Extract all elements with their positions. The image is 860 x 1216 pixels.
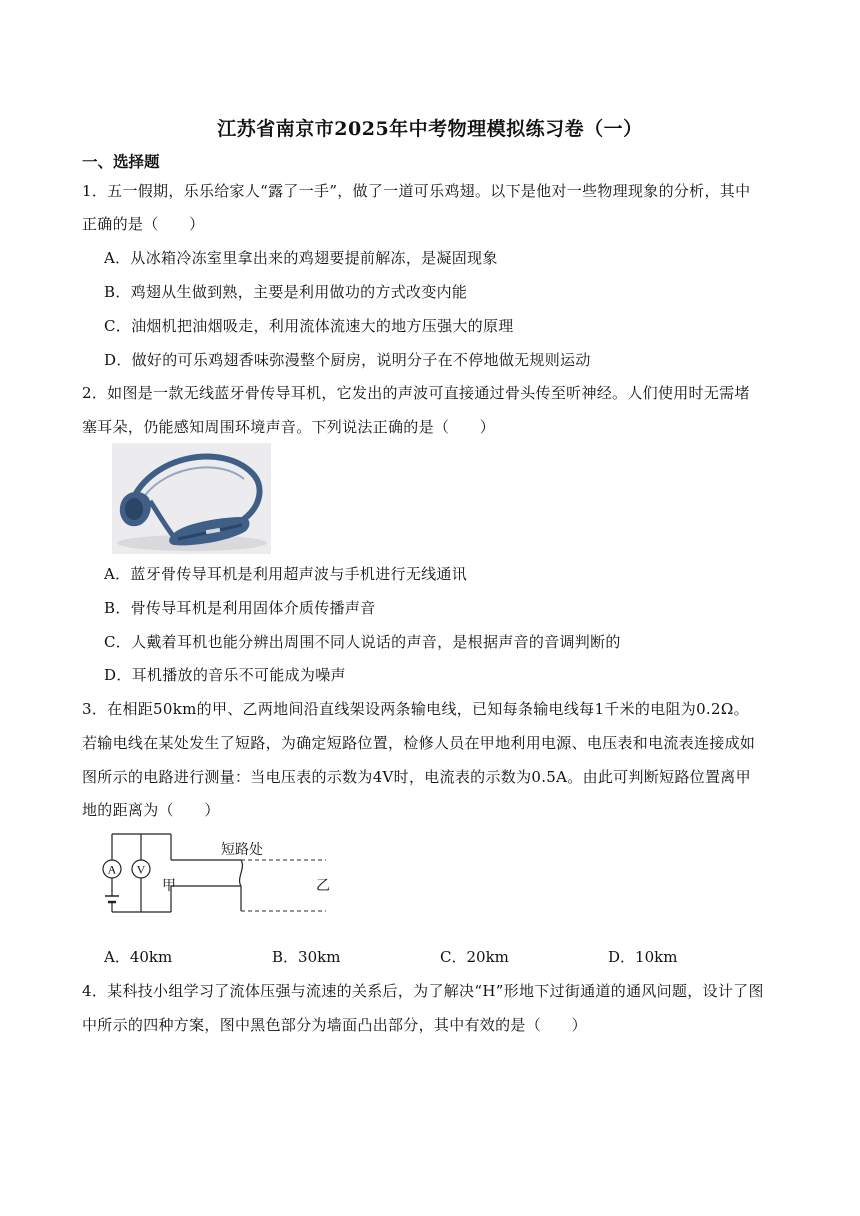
q3-option-b: B．30km (272, 948, 341, 966)
ammeter-icon (103, 860, 121, 878)
q3-stem-line1: 3．在相距50km的甲、乙两地间沿直线架设两条输电线，已知每条输电线每1千米的电阻为0.2Ω。 (82, 700, 749, 718)
q2-option-a: A．蓝牙骨传导耳机是利用超声波与手机进行无线通讯 (104, 565, 468, 583)
q3-stem-line2: 若输电线在某处发生了短路，为确定短路位置，检修人员在甲地利用电源、电压表和电流表连接成如 (82, 734, 756, 752)
q2-stem-line1: 2．如图是一款无线蓝牙骨传导耳机，它发出的声波可直接通过骨头传至听神经。人们使用时无需堵 (82, 384, 750, 402)
q1-stem-line2: 正确的是（ ） (82, 215, 205, 233)
location-jia-label: 甲 (162, 878, 176, 894)
q2-stem-line2: 塞耳朵，仍能感知周围环境声音。下列说法正确的是（ ） (82, 418, 496, 436)
page-title: 江苏省南京市2025年中考物理模拟练习卷（一） (217, 118, 643, 140)
voltmeter-icon (132, 860, 150, 878)
location-yi-label: 乙 (316, 878, 330, 894)
q3-stem-line4: 地的距离为（ ） (82, 801, 220, 819)
q1-option-b: B．鸡翅从生做到熟，主要是利用做功的方式改变内能 (104, 283, 468, 301)
q2-option-d: D．耳机播放的音乐不可能成为噪声 (104, 666, 346, 684)
q3-option-a: A．40km (104, 948, 173, 966)
q4-stem-line1: 4．某科技小组学习了流体压强与流速的关系后，为了解决“H”形地下过街通道的通风问题，设计了图 (82, 982, 764, 1000)
headphone-photo (112, 443, 271, 554)
q3-option-c: C．20km (440, 948, 509, 966)
q1-option-d: D．做好的可乐鸡翅香味弥漫整个厨房，说明分子在不停地做无规则运动 (104, 351, 591, 369)
q1-option-c: C．油烟机把油烟吸走，利用流体流速大的地方压强大的原理 (104, 317, 514, 335)
circuit-diagram (96, 832, 346, 927)
section-heading: 一、选择题 (82, 152, 160, 171)
short-circuit-label: 短路处 (221, 842, 263, 858)
q4-stem-line2: 中所示的四种方案，图中黑色部分为墙面凸出部分，其中有效的是（ ） (82, 1016, 587, 1034)
ammeter-label: A (107, 862, 117, 877)
q3-option-d: D．10km (608, 948, 678, 966)
q3-stem-line3: 图所示的电路进行测量：当电压表的示数为4V时，电流表的示数为0.5A。由此可判断短路位置离甲 (82, 768, 751, 786)
q1-stem-line1: 1．五一假期，乐乐给家人“露了一手”，做了一道可乐鸡翅。以下是他对一些物理现象的分析，其中 (82, 182, 751, 200)
q1-option-a: A．从冰箱冷冻室里拿出来的鸡翅要提前解冻，是凝固现象 (104, 249, 498, 267)
q2-option-b: B．骨传导耳机是利用固体介质传播声音 (104, 599, 376, 617)
voltmeter-label: V (136, 862, 146, 877)
q2-option-c: C．人戴着耳机也能分辨出周围不同人说话的声音，是根据声音的音调判断的 (104, 633, 621, 651)
